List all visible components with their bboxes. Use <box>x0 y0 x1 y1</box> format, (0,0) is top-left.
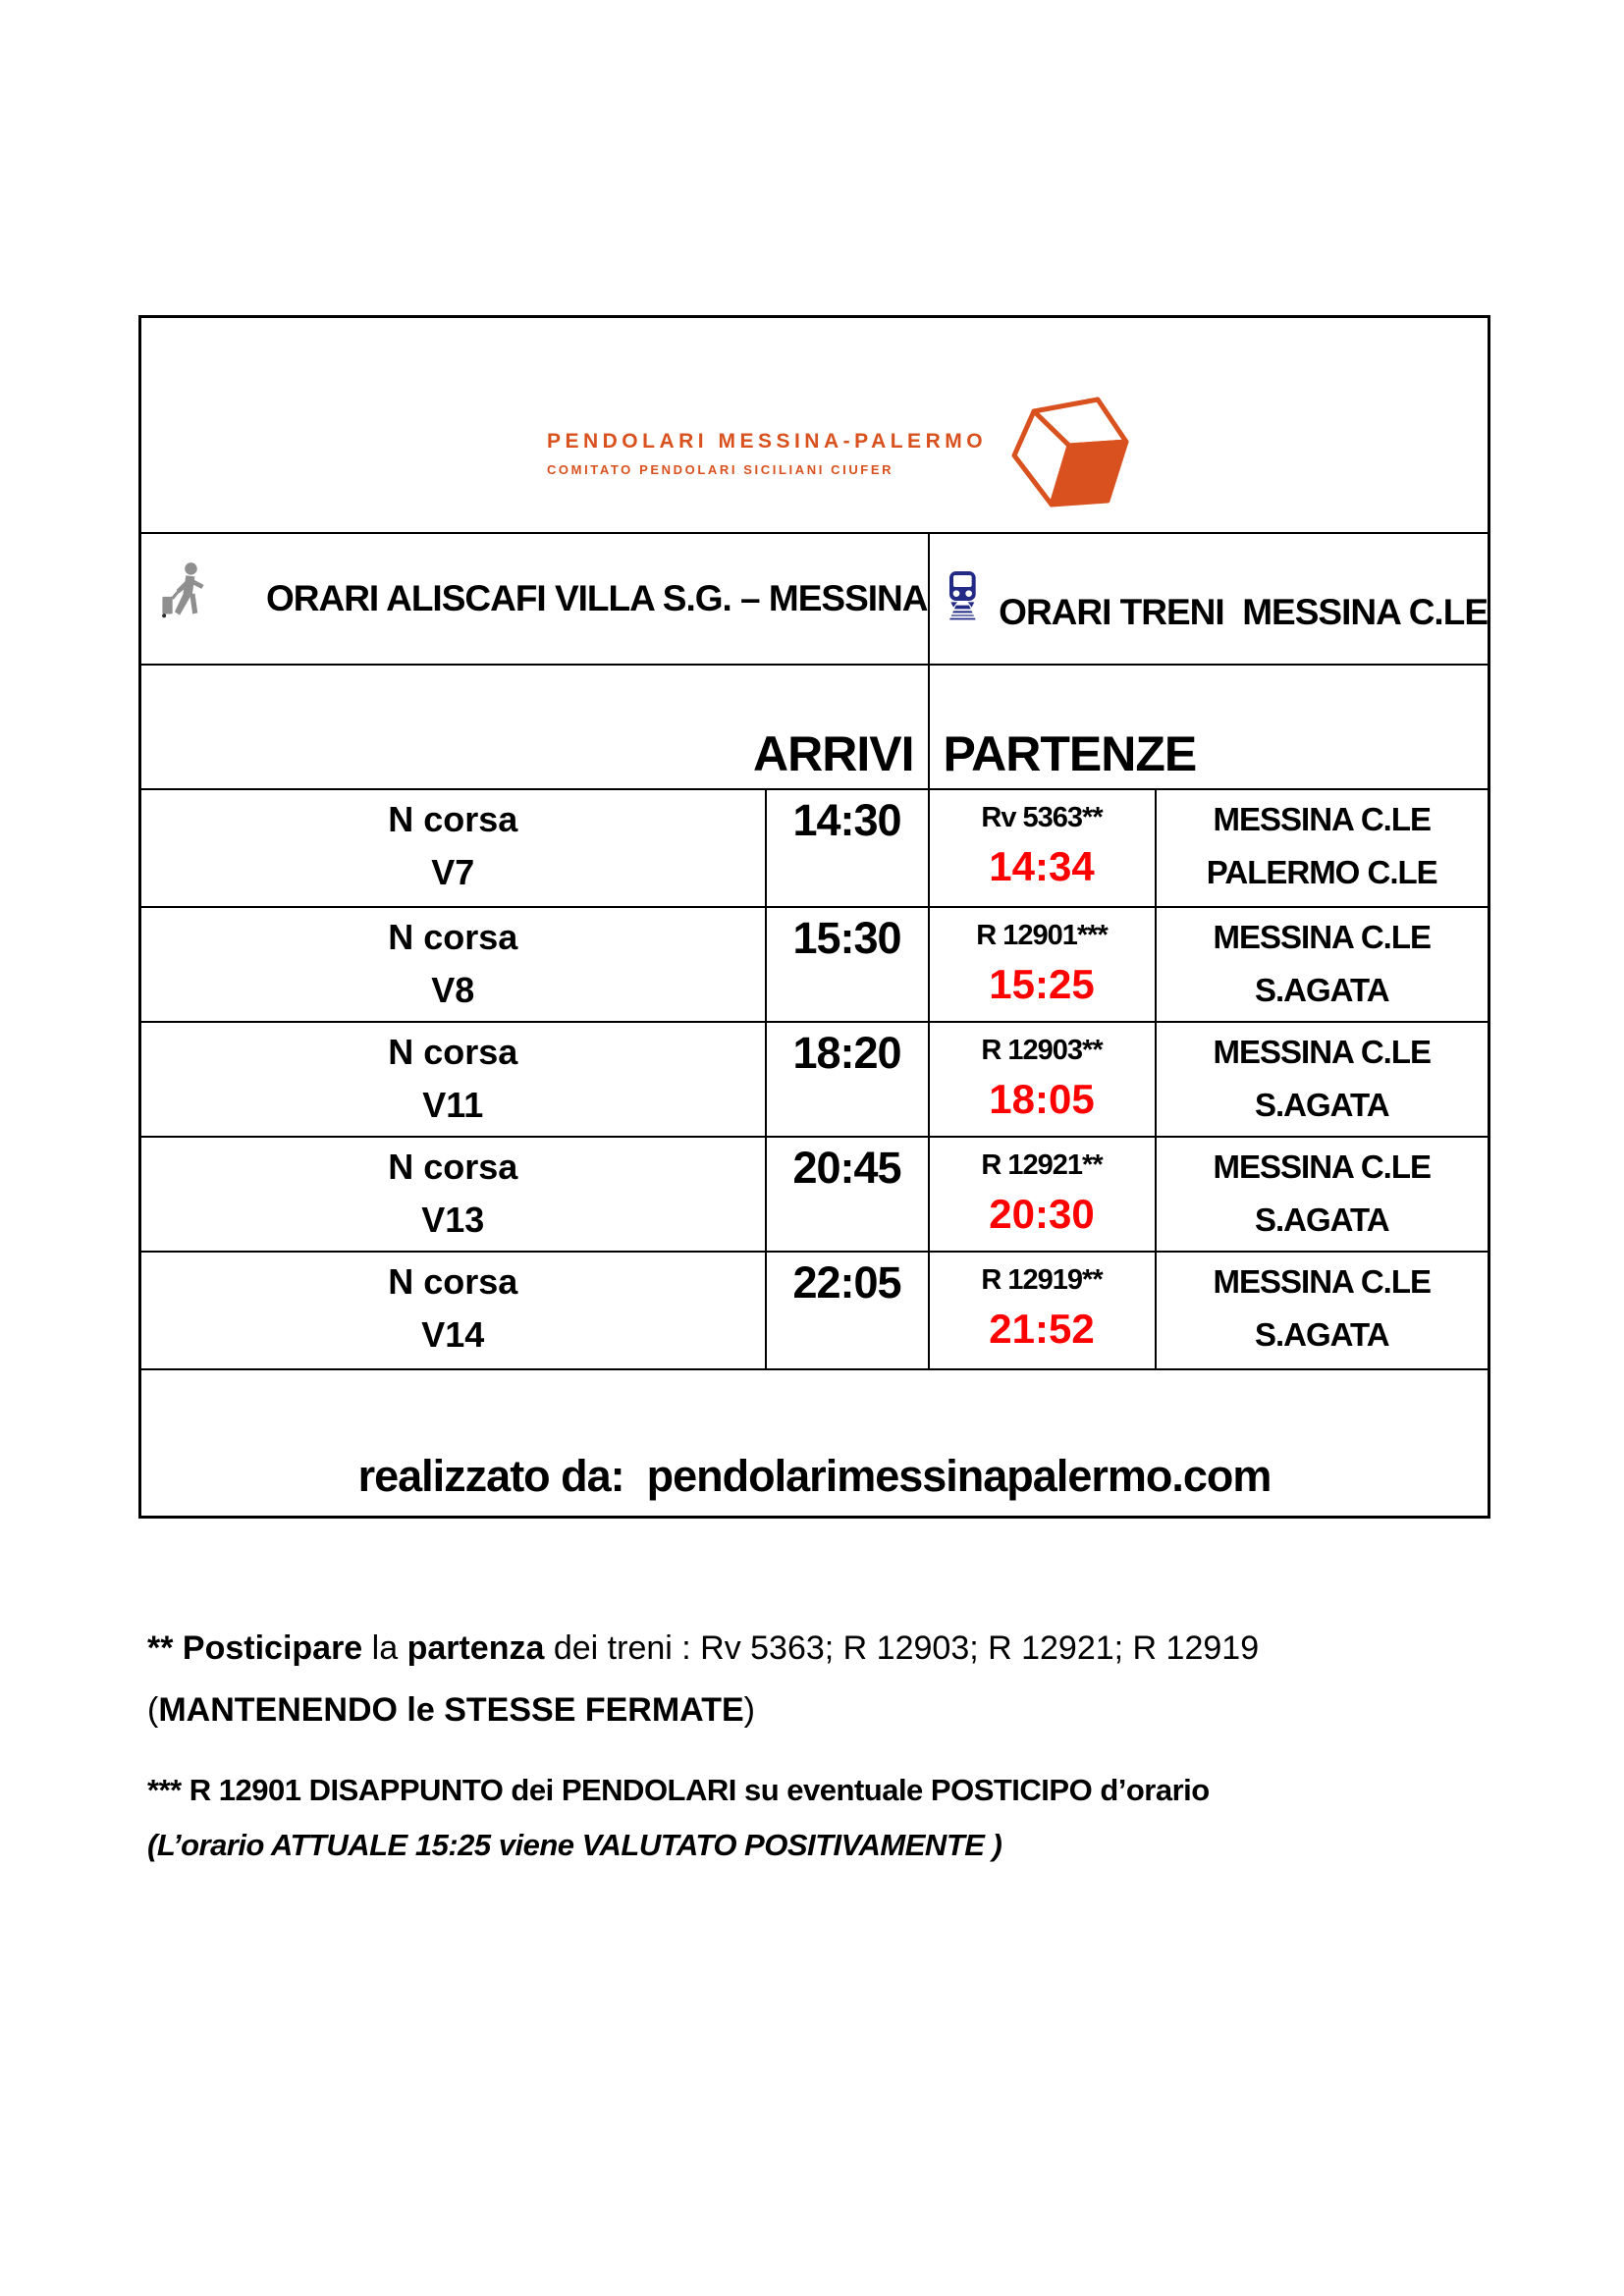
aliscafi-header-cell <box>140 533 929 665</box>
timetable <box>138 315 1490 1519</box>
footnote-disappunto-line1: *** R 12901 DISAPPUNTO dei PENDOLARI su eventuale POSTICIPO d’orario <box>147 1773 1210 1807</box>
train-cell <box>929 789 1156 907</box>
logo-row <box>140 317 1489 534</box>
arrival-time-cell <box>766 1137 929 1252</box>
corsa-number: V7 <box>431 852 475 892</box>
traveler-with-luggage-icon <box>159 540 215 652</box>
route-cell <box>1156 1252 1489 1369</box>
logo-cell <box>140 317 1489 534</box>
train-cell <box>929 1137 1156 1252</box>
route-from: MESSINA C.LE <box>1213 1263 1431 1300</box>
route-cell <box>1156 1022 1489 1137</box>
route-to: PALERMO C.LE <box>1206 854 1437 890</box>
footnote-text: dei treni : Rv 5363; R 12903; R 12921; R 12919 <box>544 1629 1260 1667</box>
table-row <box>140 789 1489 907</box>
aliscafi-header-title: ORARI ALISCAFI VILLA S.G. – MESSINA <box>265 578 928 618</box>
train-cell <box>929 907 1156 1022</box>
corsa-label: N corsa <box>388 1032 518 1072</box>
footnote-text: ** Posticipare <box>147 1629 363 1667</box>
table-row <box>140 907 1489 1022</box>
cube-logo-icon <box>1006 394 1131 513</box>
footnote-posticipare-line1 <box>147 1629 1522 1668</box>
route-to: S.AGATA <box>1254 1316 1389 1353</box>
corsa-cell <box>140 1252 766 1369</box>
table-row <box>140 1137 1489 1252</box>
train-number: R 12921** <box>981 1149 1103 1181</box>
route-from: MESSINA C.LE <box>1213 1034 1431 1070</box>
route-from: MESSINA C.LE <box>1213 1148 1431 1185</box>
corsa-number: V13 <box>421 1200 485 1240</box>
train-icon <box>942 555 984 643</box>
arrival-time: 14:30 <box>792 795 901 845</box>
footnotes <box>147 1629 1522 1863</box>
departure-time: 20:30 <box>989 1191 1095 1237</box>
table-row <box>140 1252 1489 1369</box>
arrival-time: 20:45 <box>792 1143 901 1193</box>
arrival-time: 22:05 <box>792 1257 901 1308</box>
treni-header-title: ORARI TRENI MESSINA C.LE <box>999 592 1488 632</box>
train-cell <box>929 1252 1156 1369</box>
credit-cell <box>140 1369 1489 1517</box>
train-number: R 12901*** <box>976 920 1108 951</box>
logo-text <box>547 430 987 477</box>
arrival-time: 18:20 <box>792 1028 901 1078</box>
corsa-number: V14 <box>421 1314 485 1355</box>
section-header-row <box>140 665 1489 789</box>
departure-time: 15:25 <box>989 961 1095 1007</box>
route-cell <box>1156 789 1489 907</box>
corsa-number: V8 <box>431 970 475 1010</box>
footnote-text: ( <box>147 1691 159 1729</box>
departures-label: PARTENZE <box>943 726 1197 781</box>
corsa-label: N corsa <box>388 1261 518 1302</box>
logo-subtitle: COMITATO PENDOLARI SICILIANI CIUFER <box>546 462 894 477</box>
footnote-disappunto-line2: (L’orario ATTUALE 15:25 viene VALUTATO POSITIVAMENTE ) <box>147 1828 1002 1862</box>
corsa-cell <box>140 1022 766 1137</box>
corsa-label: N corsa <box>388 917 518 957</box>
logo-title: PENDOLARI MESSINA-PALERMO <box>546 430 988 453</box>
arrival-time: 15:30 <box>792 913 901 963</box>
route-from: MESSINA C.LE <box>1213 919 1431 955</box>
corsa-label: N corsa <box>388 1147 518 1187</box>
footnote-text: la <box>362 1629 407 1667</box>
arrivals-label: ARRIVI <box>753 726 914 781</box>
icon-header-row <box>140 533 1489 665</box>
route-to: S.AGATA <box>1254 1087 1389 1123</box>
corsa-cell <box>140 907 766 1022</box>
arrival-time-cell <box>766 1252 929 1369</box>
corsa-label: N corsa <box>388 799 518 839</box>
departures-section-cell <box>929 665 1489 789</box>
departure-time: 18:05 <box>989 1076 1095 1122</box>
departure-time: 14:34 <box>989 843 1095 889</box>
footnote-text: partenza <box>406 1629 545 1667</box>
footnote-text: MANTENENDO le STESSE FERMATE <box>158 1691 744 1729</box>
departure-time: 21:52 <box>989 1306 1095 1352</box>
arrival-time-cell <box>766 907 929 1022</box>
route-to: S.AGATA <box>1254 972 1389 1008</box>
route-from: MESSINA C.LE <box>1213 801 1431 837</box>
train-cell <box>929 1022 1156 1137</box>
arrival-time-cell <box>766 789 929 907</box>
footnote-disappunto <box>147 1773 1522 1863</box>
treni-header-cell <box>929 533 1489 665</box>
logo <box>141 375 1488 532</box>
footnote-posticipare-line2 <box>147 1691 1522 1730</box>
footnote-text: ) <box>743 1691 755 1729</box>
table-row <box>140 1022 1489 1137</box>
credit-text: realizzato da: pendolarimessinapalermo.com <box>357 1450 1272 1501</box>
corsa-number: V11 <box>422 1085 484 1125</box>
arrivals-section-cell <box>140 665 929 789</box>
route-cell <box>1156 907 1489 1022</box>
route-cell <box>1156 1137 1489 1252</box>
train-number: Rv 5363** <box>981 802 1103 833</box>
arrival-time-cell <box>766 1022 929 1137</box>
train-number: R 12919** <box>981 1264 1103 1296</box>
corsa-cell <box>140 1137 766 1252</box>
corsa-cell <box>140 789 766 907</box>
route-to: S.AGATA <box>1254 1201 1389 1238</box>
train-number: R 12903** <box>981 1035 1103 1066</box>
credit-row <box>140 1369 1489 1517</box>
